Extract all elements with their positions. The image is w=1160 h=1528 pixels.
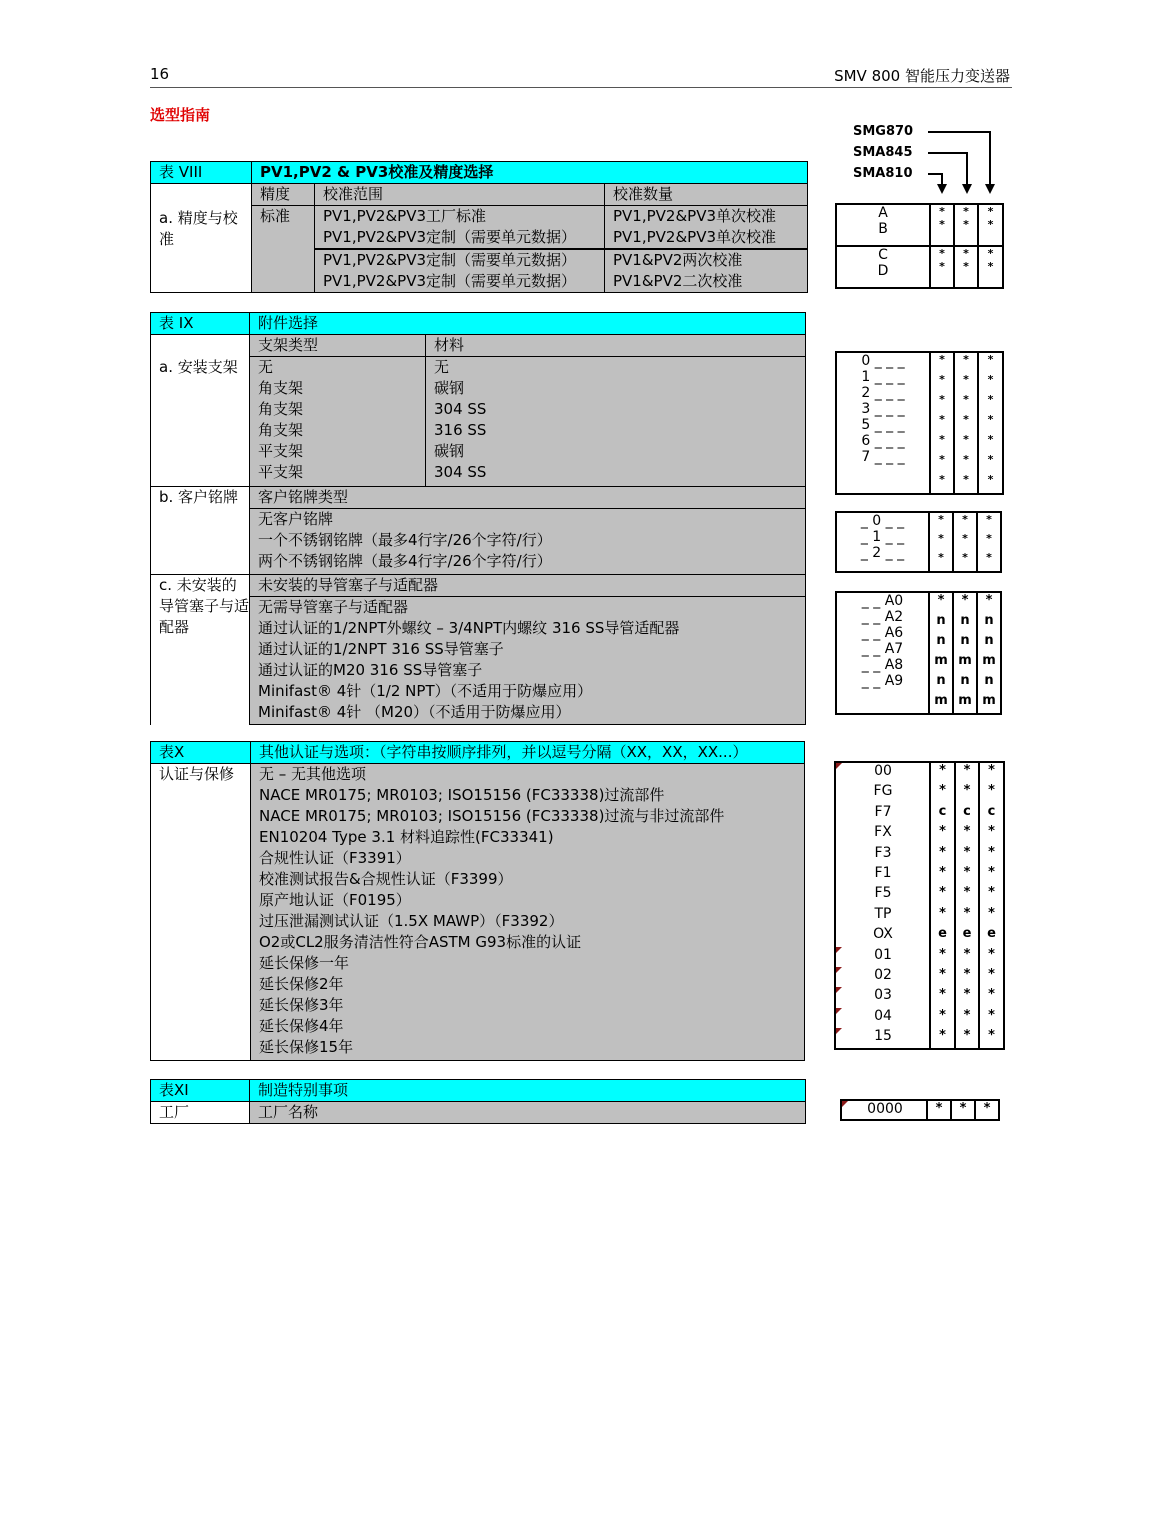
section-header: 未安装的导管塞子与适配器	[250, 575, 806, 597]
compat-mark: *	[961, 593, 969, 608]
certification-option: NACE MR0175; MR0103; ISO15156 (FC33338)过流部件	[259, 786, 665, 804]
column-header: 支架类型	[250, 335, 426, 357]
compat-mark: *	[988, 987, 995, 1003]
compat-mark: *	[987, 260, 994, 273]
bracket-material: 无	[434, 358, 450, 376]
option-code: 03	[874, 987, 892, 1004]
compat-mark: m	[934, 653, 948, 668]
compat-mark: *	[963, 1028, 971, 1044]
compat-mark: *	[985, 593, 993, 608]
code-box-ix-b	[835, 511, 1002, 573]
nameplate-option: 两个不锈钢铭牌（最多4行字/26个字符/行）	[258, 552, 552, 570]
compat-mark: *	[939, 218, 945, 231]
compat-mark: *	[939, 966, 946, 982]
compat-mark: *	[987, 413, 994, 426]
compat-mark: *	[988, 763, 995, 778]
compat-mark: *	[987, 373, 994, 386]
compat-mark: c	[938, 803, 947, 819]
option-code: 01	[874, 946, 892, 963]
compat-mark: *	[987, 247, 994, 260]
table-id: 表XI	[151, 1080, 250, 1102]
compat-mark: *	[963, 885, 971, 901]
nameplate-option: 一个不锈钢铭牌（最多4行字/26个字符/行）	[258, 531, 552, 549]
compat-mark: *	[939, 353, 945, 366]
option-code: 7 _ _ _	[861, 449, 905, 465]
column-header: 校准范围	[315, 184, 605, 206]
bracket-type: 无	[258, 358, 274, 376]
code-box-x	[834, 761, 1005, 1050]
compat-mark: *	[938, 513, 944, 526]
table-xi	[150, 1079, 806, 1124]
compat-mark: *	[938, 532, 944, 545]
compat-mark: *	[962, 551, 968, 564]
column-header: 校准数量	[605, 184, 808, 206]
compat-mark: m	[982, 693, 996, 708]
compat-mark: m	[934, 693, 948, 708]
table-title: 制造特别事项	[250, 1080, 806, 1102]
compat-mark: *	[939, 433, 945, 446]
option-code: FG	[873, 783, 893, 800]
compat-mark: e	[987, 926, 996, 942]
table-id: 表X	[151, 742, 251, 764]
option-code: _ _ A8	[861, 657, 904, 673]
row-label: c. 未安装的导管塞子与适配器	[151, 575, 250, 725]
compat-mark: *	[939, 987, 946, 1003]
option-code: D	[877, 263, 889, 279]
option-code: 3 _ _ _	[861, 401, 905, 417]
option-code: _ _ A9	[861, 673, 904, 689]
bracket-material: 304 SS	[434, 400, 487, 418]
compat-mark: *	[988, 864, 995, 880]
option-code: TP	[874, 905, 892, 922]
model-arrows-icon	[926, 124, 1000, 196]
compat-mark: *	[987, 393, 994, 406]
compat-mark: *	[939, 373, 945, 386]
table-x	[150, 741, 805, 1061]
compat-mark: *	[963, 453, 969, 466]
table-title: 其他认证与选项：（字符串按顺序排列，并以逗号分隔（XX，XX，XX...）	[251, 742, 805, 764]
compat-mark: *	[963, 413, 969, 426]
compat-mark: *	[963, 353, 969, 366]
compat-mark: *	[987, 453, 994, 466]
bracket-material: 316 SS	[434, 421, 487, 439]
compat-mark: *	[963, 946, 971, 962]
compat-mark: *	[939, 413, 945, 426]
section-header: 客户铭牌类型	[250, 487, 806, 509]
compat-mark: c	[987, 803, 996, 819]
certification-option: 无 – 无其他选项	[259, 765, 367, 783]
compat-mark: *	[987, 433, 994, 446]
compat-mark: *	[986, 532, 992, 545]
compat-mark: *	[939, 453, 945, 466]
option-code: 15	[874, 1028, 892, 1045]
compat-mark: *	[987, 473, 994, 486]
option-code: 2 _ _ _	[861, 385, 905, 401]
compat-mark: *	[963, 260, 969, 273]
compat-mark: *	[986, 551, 992, 564]
compat-mark: m	[958, 653, 972, 668]
compat-mark: *	[963, 373, 969, 386]
option-code: FX	[874, 824, 892, 841]
quantity-item: PV1&PV2两次校准	[613, 251, 743, 269]
compat-mark: *	[935, 1101, 943, 1116]
compat-mark: *	[939, 247, 945, 260]
conduit-option: 通过认证的1/2NPT外螺纹 – 3/4NPT内螺纹 316 SS导管适配器	[258, 619, 680, 637]
compat-mark: *	[963, 218, 969, 231]
compat-mark: n	[984, 633, 994, 648]
certification-option: 延长保修3年	[259, 996, 344, 1014]
compat-mark: n	[960, 633, 970, 648]
table-viii	[150, 161, 808, 293]
compat-mark: *	[983, 1101, 991, 1116]
compat-mark: *	[963, 1007, 971, 1023]
certification-option: EN10204 Type 3.1 材料追踪性(FC33341)	[259, 828, 554, 846]
compat-mark: *	[939, 885, 946, 901]
compat-mark: *	[939, 783, 946, 799]
row-label: 工厂	[151, 1102, 250, 1124]
option-code: _ 1 _ _	[860, 529, 905, 545]
compat-mark: *	[963, 205, 969, 218]
compat-mark: *	[939, 946, 946, 962]
code-box-xi	[840, 1099, 1000, 1121]
range-item: PV1,PV2&PV3定制（需要单元数据）	[323, 228, 577, 246]
conduit-option: 无需导管塞子与适配器	[258, 598, 409, 616]
compat-mark: *	[963, 966, 971, 982]
page-header	[150, 64, 1012, 88]
row-label: a. 安装支架	[151, 357, 250, 487]
section-title: 选型指南	[150, 106, 211, 124]
accuracy-cell: 标准	[252, 206, 315, 293]
range-item: PV1,PV2&PV3定制（需要单元数据）	[323, 251, 577, 269]
compat-mark: *	[939, 1007, 946, 1023]
table-id: 表 VIII	[151, 162, 252, 184]
table-title: PV1,PV2 & PV3校准及精度选择	[252, 162, 808, 184]
compat-mark: *	[963, 987, 971, 1003]
option-code: OX	[873, 926, 893, 943]
compat-mark: *	[988, 783, 995, 799]
range-item: PV1,PV2&PV3定制（需要单元数据）	[323, 272, 577, 290]
option-code: _ 0 _ _	[860, 513, 905, 529]
compat-mark: c	[963, 803, 971, 819]
certification-option: 延长保修2年	[259, 975, 344, 993]
bracket-type: 角支架	[258, 421, 304, 439]
option-code: 1 _ _ _	[861, 369, 905, 385]
table-title: 附件选择	[250, 313, 806, 335]
compat-mark: n	[960, 673, 970, 688]
option-code: F3	[874, 844, 892, 861]
compat-mark: *	[988, 905, 995, 921]
compat-mark: *	[938, 551, 944, 564]
compat-mark: *	[988, 1007, 995, 1023]
compat-mark: e	[938, 926, 947, 942]
bracket-type: 平支架	[258, 442, 304, 460]
option-code: 6 _ _ _	[861, 433, 905, 449]
option-code: B	[878, 221, 888, 237]
compat-mark: *	[987, 205, 994, 218]
quantity-item: PV1&PV2二次校准	[613, 272, 743, 290]
compat-mark: *	[939, 824, 946, 840]
bracket-material: 304 SS	[434, 463, 487, 481]
compat-mark: e	[962, 926, 972, 942]
option-code: A	[878, 205, 888, 221]
certification-option: 校准测试报告&合规性认证（F3399）	[259, 870, 513, 888]
compat-mark: *	[963, 844, 971, 860]
model-label: SMG870	[853, 124, 914, 139]
compat-mark: *	[988, 885, 995, 901]
compat-mark: *	[987, 353, 994, 366]
page-number: 16	[150, 65, 170, 83]
row-label: 认证与保修	[151, 764, 251, 1061]
conduit-option: Minifast® 4针（1/2 NPT）（不适用于防爆应用）	[258, 682, 593, 700]
compat-mark: *	[939, 205, 945, 218]
compat-mark: *	[988, 844, 995, 860]
row-label: b. 客户铭牌	[151, 487, 250, 509]
compat-mark: *	[963, 473, 969, 486]
option-code: _ _ A7	[861, 641, 904, 657]
certification-option: 过压泄漏测试认证（1.5X MAWP）（F3392）	[259, 912, 564, 930]
column-header: 精度	[252, 184, 315, 206]
compat-mark: *	[988, 1028, 995, 1044]
compat-mark: *	[939, 763, 946, 778]
compat-mark: n	[936, 613, 946, 628]
bracket-type: 角支架	[258, 379, 304, 397]
compat-mark: *	[939, 473, 945, 486]
model-label: SMA810	[853, 166, 913, 181]
compat-mark: *	[962, 532, 968, 545]
option-code: C	[878, 247, 888, 263]
table-id: 表 IX	[151, 313, 250, 335]
option-code: 02	[874, 966, 892, 983]
quantity-item: PV1,PV2&PV3单次校准	[613, 228, 777, 246]
compat-mark: *	[963, 864, 971, 880]
compat-mark: n	[960, 613, 970, 628]
compat-mark: m	[982, 653, 996, 668]
certification-option: 延长保修一年	[259, 954, 350, 972]
option-code: 5 _ _ _	[861, 417, 905, 433]
code-box-ix-c	[835, 591, 1002, 715]
compat-mark: *	[939, 1028, 946, 1044]
compat-mark: *	[963, 905, 971, 921]
compat-mark: n	[984, 673, 994, 688]
compat-mark: m	[958, 693, 972, 708]
certification-option: O2或CL2服务清洁性符合ASTM G93标准的认证	[259, 933, 582, 951]
document-title: SMV 800 智能压力变送器	[834, 67, 1010, 85]
option-code: _ 2 _ _	[860, 545, 905, 561]
option-code: F5	[874, 885, 892, 902]
option-code: F1	[874, 864, 892, 881]
compat-mark: *	[988, 824, 995, 840]
option-code: _ _ A0	[861, 593, 904, 609]
bracket-type: 角支架	[258, 400, 304, 418]
row-label: a. 精度与校准	[151, 206, 252, 293]
option-code: 0 _ _ _	[861, 353, 905, 369]
column-header: 材料	[426, 335, 806, 357]
option-code: _ _ A6	[861, 625, 904, 641]
compat-mark: *	[939, 905, 946, 921]
certification-option: NACE MR0175; MR0103; ISO15156 (FC33338)过流与非过流部件	[259, 807, 725, 825]
code-box-ix-a	[835, 351, 1004, 495]
compat-mark: *	[962, 513, 968, 526]
compat-mark: n	[936, 633, 946, 648]
compat-mark: *	[963, 783, 971, 799]
bracket-material: 碳钢	[434, 442, 465, 460]
certification-option: 延长保修15年	[259, 1038, 354, 1056]
certification-option: 原产地认证（F0195）	[259, 891, 411, 909]
compat-mark: *	[963, 824, 971, 840]
option-code: 00	[874, 763, 892, 779]
option-code: _ _ A2	[861, 609, 904, 625]
compat-mark: *	[988, 946, 995, 962]
compat-mark: *	[939, 844, 946, 860]
compat-mark: *	[988, 966, 995, 982]
certification-option: 合规性认证（F3391）	[259, 849, 411, 867]
code-box-viii	[835, 203, 1004, 289]
option-code: 0000	[867, 1101, 903, 1117]
compat-mark: *	[937, 593, 945, 608]
conduit-option: Minifast® 4针 （M20）（不适用于防爆应用）	[258, 703, 571, 721]
factory-name: 工厂名称	[250, 1102, 806, 1124]
compat-mark: *	[939, 393, 945, 406]
compat-mark: *	[959, 1101, 967, 1116]
compat-mark: n	[936, 673, 946, 688]
conduit-option: 通过认证的M20 316 SS导管塞子	[258, 661, 483, 679]
nameplate-option: 无客户铭牌	[258, 510, 334, 528]
compat-mark: *	[987, 218, 994, 231]
bracket-type: 平支架	[258, 463, 304, 481]
compat-mark: *	[939, 260, 945, 273]
quantity-item: PV1,PV2&PV3单次校准	[613, 207, 777, 225]
compat-mark: *	[963, 433, 969, 446]
table-ix	[150, 312, 806, 725]
bracket-material: 碳钢	[434, 379, 465, 397]
range-item: PV1,PV2&PV3工厂标准	[323, 207, 487, 225]
certification-option: 延长保修4年	[259, 1017, 344, 1035]
model-label: SMA845	[853, 145, 913, 160]
compat-mark: *	[986, 513, 992, 526]
compat-mark: *	[963, 393, 969, 406]
compat-mark: *	[963, 763, 971, 778]
compat-mark: n	[984, 613, 994, 628]
option-code: 04	[874, 1007, 892, 1024]
conduit-option: 通过认证的1/2NPT 316 SS导管塞子	[258, 640, 504, 658]
compat-mark: *	[939, 864, 946, 880]
option-code: F7	[874, 803, 892, 820]
compat-mark: *	[963, 247, 969, 260]
